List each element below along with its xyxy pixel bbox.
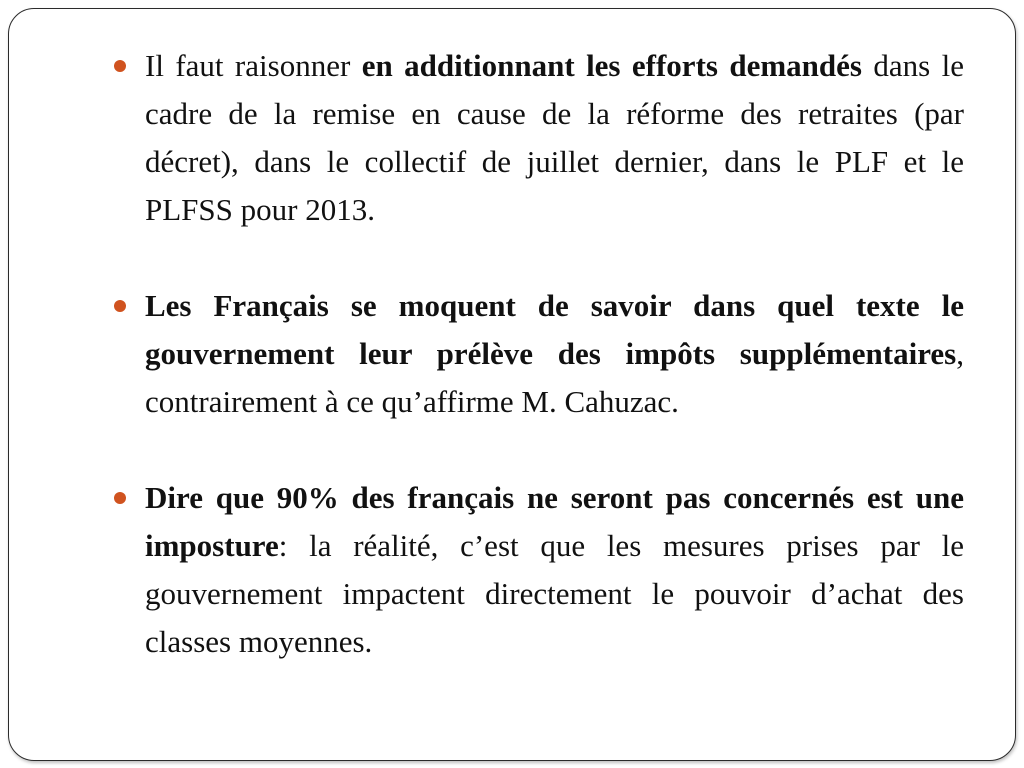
bullet-bold-text: Dire que 90% des français ne seront pas concernés est une imposture (145, 480, 964, 563)
bullet-rest-text: , contrairement à ce qu’affirme M. Cahuzac. (145, 336, 964, 419)
bullet-text (145, 288, 964, 419)
bullet-bold-text: en additionnant les efforts demandés (361, 48, 862, 83)
bullet-lead-text: Il faut raisonner (145, 48, 362, 83)
bullet-list (108, 42, 964, 714)
bullet-dot-icon (114, 300, 126, 312)
bullet-item (108, 474, 964, 666)
bullet-dot-icon (114, 492, 126, 504)
bullet-item (108, 42, 964, 234)
bullet-text (145, 480, 964, 659)
bullet-bold-text: Les Français se moquent de savoir dans quel texte le gouvernement leur prélève des impôts supplémentaires (145, 288, 964, 371)
bullet-text (145, 48, 964, 227)
bullet-dot-icon (114, 60, 126, 72)
bullet-item (108, 282, 964, 426)
bullet-rest-text: dans le cadre de la remise en cause de la réforme des retraites (par décret), dans le collectif de juillet dernier, dans le PLF et le PLFSS pour 2013. (145, 48, 964, 227)
bullet-rest-text: : la réalité, c’est que les mesures prises par le gouvernement impactent directement le pouvoir d’achat des classes moyennes. (145, 528, 964, 659)
